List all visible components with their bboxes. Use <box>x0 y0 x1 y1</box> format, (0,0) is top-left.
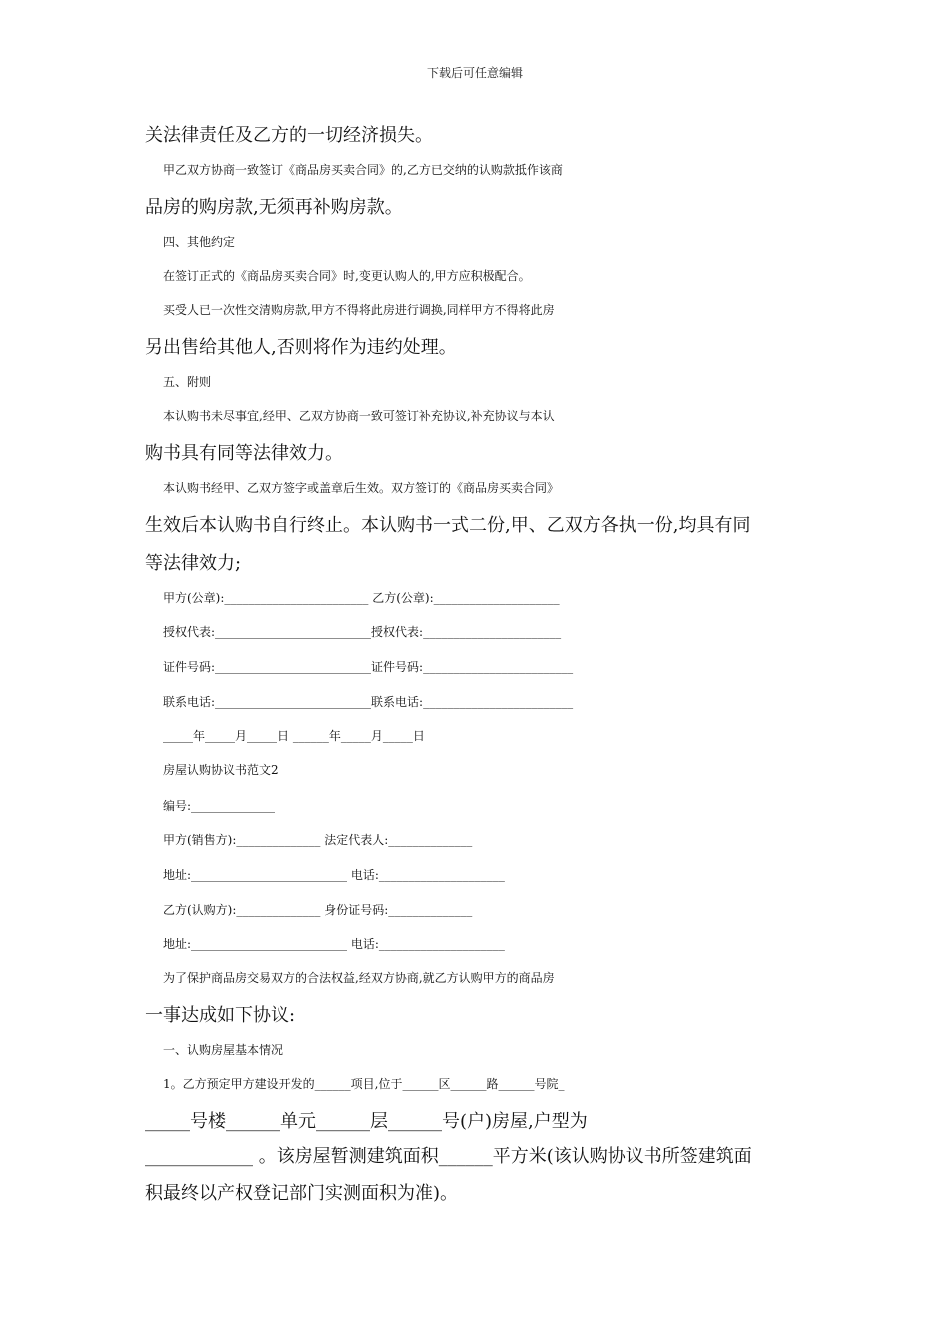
text-line: 等法律效力; <box>145 553 242 574</box>
section-heading: 四、其他约定 <box>163 235 236 249</box>
form-line: 地址:__________________________ 电话:_____________________ <box>163 937 505 951</box>
form-line: 甲方(销售方):______________ 法定代表人:______________ <box>163 833 473 847</box>
text-line: 积最终以产权登记部门实测面积为准)。 <box>145 1183 459 1204</box>
text-line: 甲乙双方协商一致签订《商品房买卖合同》的,乙方已交纳的认购款抵作该商 <box>163 163 563 177</box>
text-line: 一事达成如下协议: <box>145 1005 296 1026</box>
signature-line: 授权代表:__________________________授权代表:_______________________ <box>163 625 562 639</box>
text-line: 另出售给其他人,否则将作为违约处理。 <box>145 337 457 358</box>
form-line: 编号:______________ <box>163 799 276 813</box>
text-line: 关法律责任及乙方的一切经济损失。 <box>145 125 433 146</box>
text-line: 生效后本认购书自行终止。本认购书一式二份,甲、乙双方各执一份,均具有同 <box>145 515 751 536</box>
text-line: 为了保护商品房交易双方的合法权益,经双方协商,就乙方认购甲方的商品房 <box>163 971 555 985</box>
text-line: 1。乙方预定甲方建设开发的______项目,位于______区______路______号院_ <box>163 1077 565 1091</box>
text-line: 本认购书经甲、乙双方签字或盖章后生效。双方签订的《商品房买卖合同》 <box>163 481 560 495</box>
signature-line: 联系电话:__________________________联系电话:_________________________ <box>163 695 574 709</box>
text-line: 品房的购房款,无须再补购房款。 <box>145 197 403 218</box>
form-line: 地址:__________________________ 电话:_____________________ <box>163 868 505 882</box>
text-line: 买受人已一次性交清购房款,甲方不得将此房进行调换,同样甲方不得将此房 <box>163 303 555 317</box>
section-heading: 一、认购房屋基本情况 <box>163 1043 284 1057</box>
text-line: 在签订正式的《商品房买卖合同》时,变更认购人的,甲方应积极配合。 <box>163 269 531 283</box>
section-heading: 五、附则 <box>163 375 212 389</box>
date-line: _____年_____月_____日 ______年_____月_____日 <box>163 729 425 743</box>
text-line: 购书具有同等法律效力。 <box>145 443 343 464</box>
section-title: 房屋认购协议书范文2 <box>163 763 279 777</box>
text-line: ____________ 。该房屋暂测建筑面积______平方米(该认购协议书所签建筑面 <box>145 1146 752 1167</box>
text-line: 本认购书未尽事宜,经甲、乙双方协商一致可签订补充协议,补充协议与本认 <box>163 409 555 423</box>
signature-line: 甲方(公章):________________________ 乙方(公章):_____________________ <box>163 591 560 605</box>
text-line: _____号楼______单元______层______号(户)房屋,户型为 <box>145 1111 588 1132</box>
page-header: 下载后可任意编辑 <box>426 66 523 80</box>
signature-line: 证件号码:__________________________证件号码:_________________________ <box>163 660 574 674</box>
form-line: 乙方(认购方):______________ 身份证号码:______________ <box>163 903 473 917</box>
